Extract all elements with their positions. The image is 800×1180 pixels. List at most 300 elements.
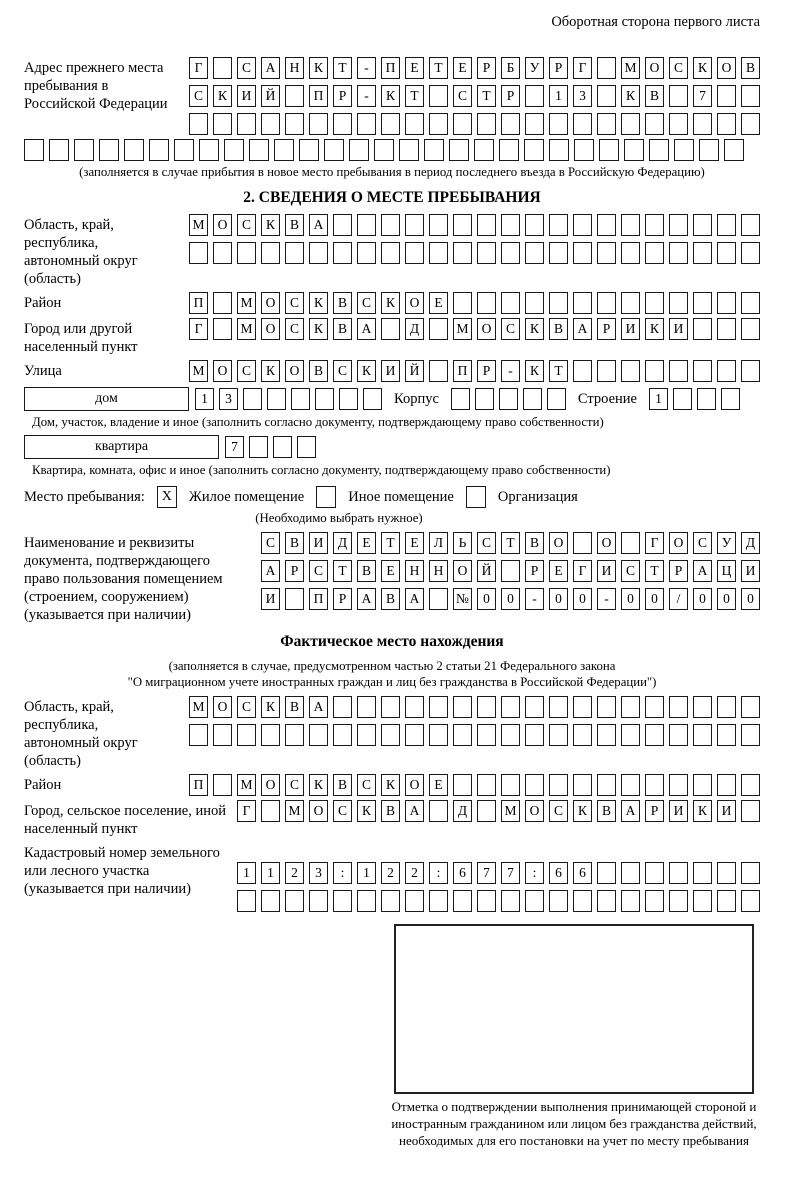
char-cell[interactable]: В xyxy=(333,318,352,340)
char-cell[interactable] xyxy=(549,774,568,796)
char-cell[interactable]: - xyxy=(357,57,376,79)
char-cell[interactable]: К xyxy=(621,85,640,107)
char-cell[interactable]: К xyxy=(261,360,280,382)
char-cell[interactable] xyxy=(525,724,544,746)
char-cell[interactable] xyxy=(477,242,496,264)
char-cell[interactable] xyxy=(357,724,376,746)
char-cell[interactable]: 1 xyxy=(549,85,568,107)
char-cell[interactable]: Л xyxy=(429,532,448,554)
char-cell[interactable]: Р xyxy=(477,57,496,79)
char-cell[interactable]: М xyxy=(453,318,472,340)
char-cell[interactable] xyxy=(573,890,592,912)
char-cell[interactable] xyxy=(309,113,328,135)
char-cell[interactable] xyxy=(693,318,712,340)
char-cell[interactable]: П xyxy=(309,85,328,107)
char-cell[interactable]: К xyxy=(261,696,280,718)
char-cell[interactable] xyxy=(291,388,310,410)
char-cell[interactable] xyxy=(501,696,520,718)
char-cell[interactable] xyxy=(285,588,304,610)
char-cell[interactable] xyxy=(477,774,496,796)
char-cell[interactable]: О xyxy=(645,57,664,79)
char-cell[interactable] xyxy=(717,774,736,796)
char-cell[interactable] xyxy=(74,139,94,161)
char-cell[interactable] xyxy=(261,890,280,912)
char-cell[interactable]: О xyxy=(261,318,280,340)
char-cell[interactable] xyxy=(525,890,544,912)
char-cell[interactable] xyxy=(741,242,760,264)
char-cell[interactable] xyxy=(573,292,592,314)
char-cell[interactable] xyxy=(549,139,569,161)
char-cell[interactable] xyxy=(285,724,304,746)
char-cell[interactable]: Т xyxy=(333,57,352,79)
char-cell[interactable] xyxy=(477,214,496,236)
char-cell[interactable] xyxy=(717,242,736,264)
char-cell[interactable]: 0 xyxy=(501,588,520,610)
char-cell[interactable] xyxy=(621,214,640,236)
char-cell[interactable] xyxy=(261,724,280,746)
char-cell[interactable] xyxy=(597,113,616,135)
char-cell[interactable] xyxy=(599,139,619,161)
char-cell[interactable]: К xyxy=(381,774,400,796)
char-cell[interactable] xyxy=(453,724,472,746)
char-cell[interactable]: С xyxy=(189,85,208,107)
char-cell[interactable]: П xyxy=(309,588,328,610)
char-cell[interactable] xyxy=(525,85,544,107)
char-cell[interactable] xyxy=(597,242,616,264)
char-cell[interactable]: 0 xyxy=(549,588,568,610)
char-cell[interactable] xyxy=(309,890,328,912)
char-cell[interactable] xyxy=(525,242,544,264)
char-cell[interactable]: К xyxy=(357,800,376,822)
char-cell[interactable]: Н xyxy=(405,560,424,582)
char-cell[interactable] xyxy=(429,214,448,236)
char-cell[interactable]: К xyxy=(693,800,712,822)
char-cell[interactable] xyxy=(669,242,688,264)
char-cell[interactable]: 6 xyxy=(453,862,472,884)
char-cell[interactable]: С xyxy=(285,318,304,340)
char-cell[interactable] xyxy=(309,242,328,264)
char-cell[interactable]: В xyxy=(285,696,304,718)
char-cell[interactable]: С xyxy=(261,532,280,554)
char-cell[interactable]: С xyxy=(453,85,472,107)
char-cell[interactable] xyxy=(501,242,520,264)
char-cell[interactable] xyxy=(189,113,208,135)
char-cell[interactable]: 1 xyxy=(195,388,214,410)
char-cell[interactable]: О xyxy=(525,800,544,822)
char-cell[interactable] xyxy=(525,292,544,314)
char-cell[interactable] xyxy=(477,113,496,135)
char-cell[interactable] xyxy=(453,113,472,135)
char-cell[interactable]: М xyxy=(285,800,304,822)
char-cell[interactable]: У xyxy=(525,57,544,79)
char-cell[interactable] xyxy=(669,292,688,314)
char-cell[interactable]: С xyxy=(237,57,256,79)
char-cell[interactable] xyxy=(149,139,169,161)
char-cell[interactable] xyxy=(717,214,736,236)
char-cell[interactable]: Е xyxy=(549,560,568,582)
char-cell[interactable] xyxy=(237,890,256,912)
char-cell[interactable] xyxy=(274,139,294,161)
char-cell[interactable] xyxy=(499,388,518,410)
char-cell[interactable] xyxy=(24,139,44,161)
char-cell[interactable]: П xyxy=(189,292,208,314)
char-cell[interactable] xyxy=(741,774,760,796)
char-cell[interactable] xyxy=(261,113,280,135)
char-cell[interactable] xyxy=(573,696,592,718)
char-cell[interactable] xyxy=(597,292,616,314)
char-cell[interactable]: А xyxy=(261,560,280,582)
char-cell[interactable] xyxy=(451,388,470,410)
char-cell[interactable] xyxy=(573,214,592,236)
char-cell[interactable] xyxy=(453,214,472,236)
char-cell[interactable]: К xyxy=(525,318,544,340)
char-cell[interactable] xyxy=(357,113,376,135)
char-cell[interactable]: О xyxy=(213,214,232,236)
char-cell[interactable]: С xyxy=(501,318,520,340)
char-cell[interactable] xyxy=(573,774,592,796)
char-cell[interactable] xyxy=(199,139,219,161)
char-cell[interactable] xyxy=(621,292,640,314)
char-cell[interactable]: М xyxy=(189,360,208,382)
char-cell[interactable] xyxy=(525,774,544,796)
char-cell[interactable] xyxy=(669,214,688,236)
char-cell[interactable]: - xyxy=(525,588,544,610)
char-cell[interactable] xyxy=(357,696,376,718)
char-cell[interactable] xyxy=(477,890,496,912)
char-cell[interactable]: И xyxy=(621,318,640,340)
char-cell[interactable]: Р xyxy=(645,800,664,822)
char-cell[interactable] xyxy=(339,388,358,410)
char-cell[interactable]: Г xyxy=(645,532,664,554)
char-cell[interactable] xyxy=(741,800,760,822)
char-cell[interactable] xyxy=(724,139,744,161)
char-cell[interactable]: О xyxy=(309,800,328,822)
char-cell[interactable] xyxy=(597,724,616,746)
house-type-box[interactable]: дом xyxy=(24,387,189,411)
char-cell[interactable]: П xyxy=(189,774,208,796)
char-cell[interactable]: О xyxy=(261,774,280,796)
char-cell[interactable] xyxy=(324,139,344,161)
char-cell[interactable] xyxy=(717,360,736,382)
char-cell[interactable]: К xyxy=(261,214,280,236)
char-cell[interactable]: Р xyxy=(669,560,688,582)
char-cell[interactable] xyxy=(697,388,716,410)
char-cell[interactable] xyxy=(549,292,568,314)
char-cell[interactable] xyxy=(717,890,736,912)
char-cell[interactable]: 1 xyxy=(649,388,668,410)
char-cell[interactable] xyxy=(501,560,520,582)
char-cell[interactable]: В xyxy=(381,588,400,610)
char-cell[interactable] xyxy=(645,862,664,884)
char-cell[interactable]: Т xyxy=(501,532,520,554)
char-cell[interactable] xyxy=(741,214,760,236)
char-cell[interactable] xyxy=(693,774,712,796)
char-cell[interactable] xyxy=(267,388,286,410)
char-cell[interactable]: 7 xyxy=(477,862,496,884)
char-cell[interactable]: А xyxy=(405,588,424,610)
char-cell[interactable]: О xyxy=(669,532,688,554)
char-cell[interactable]: Г xyxy=(573,560,592,582)
char-cell[interactable]: 3 xyxy=(309,862,328,884)
char-cell[interactable] xyxy=(669,774,688,796)
char-cell[interactable]: А xyxy=(261,57,280,79)
char-cell[interactable] xyxy=(315,388,334,410)
char-cell[interactable] xyxy=(453,696,472,718)
char-cell[interactable]: Т xyxy=(333,560,352,582)
char-cell[interactable]: В xyxy=(741,57,760,79)
char-cell[interactable]: 2 xyxy=(405,862,424,884)
char-cell[interactable]: А xyxy=(357,318,376,340)
char-cell[interactable] xyxy=(357,214,376,236)
char-cell[interactable]: В xyxy=(333,774,352,796)
char-cell[interactable]: И xyxy=(237,85,256,107)
char-cell[interactable]: У xyxy=(717,532,736,554)
char-cell[interactable] xyxy=(525,696,544,718)
char-cell[interactable] xyxy=(721,388,740,410)
char-cell[interactable] xyxy=(249,139,269,161)
char-cell[interactable] xyxy=(501,292,520,314)
char-cell[interactable] xyxy=(474,139,494,161)
char-cell[interactable]: С xyxy=(237,696,256,718)
char-cell[interactable] xyxy=(669,85,688,107)
char-cell[interactable] xyxy=(547,388,566,410)
char-cell[interactable] xyxy=(381,214,400,236)
char-cell[interactable]: А xyxy=(693,560,712,582)
char-cell[interactable] xyxy=(285,242,304,264)
char-cell[interactable] xyxy=(261,242,280,264)
char-cell[interactable] xyxy=(621,862,640,884)
char-cell[interactable]: К xyxy=(309,774,328,796)
char-cell[interactable]: Т xyxy=(645,560,664,582)
char-cell[interactable]: В xyxy=(525,532,544,554)
char-cell[interactable]: П xyxy=(453,360,472,382)
char-cell[interactable]: А xyxy=(621,800,640,822)
char-cell[interactable] xyxy=(213,724,232,746)
char-cell[interactable] xyxy=(333,113,352,135)
char-cell[interactable]: Р xyxy=(597,318,616,340)
char-cell[interactable] xyxy=(573,242,592,264)
char-cell[interactable] xyxy=(693,862,712,884)
char-cell[interactable] xyxy=(405,724,424,746)
char-cell[interactable]: В xyxy=(597,800,616,822)
char-cell[interactable] xyxy=(669,113,688,135)
char-cell[interactable] xyxy=(477,292,496,314)
char-cell[interactable]: Р xyxy=(525,560,544,582)
char-cell[interactable]: С xyxy=(285,774,304,796)
char-cell[interactable]: 3 xyxy=(573,85,592,107)
char-cell[interactable] xyxy=(381,890,400,912)
char-cell[interactable]: Г xyxy=(189,57,208,79)
char-cell[interactable]: Р xyxy=(285,560,304,582)
char-cell[interactable] xyxy=(381,113,400,135)
char-cell[interactable]: И xyxy=(381,360,400,382)
char-cell[interactable] xyxy=(597,774,616,796)
char-cell[interactable]: Т xyxy=(381,532,400,554)
char-cell[interactable]: П xyxy=(381,57,400,79)
char-cell[interactable] xyxy=(405,214,424,236)
char-cell[interactable]: Р xyxy=(333,85,352,107)
char-cell[interactable] xyxy=(645,360,664,382)
char-cell[interactable] xyxy=(357,242,376,264)
char-cell[interactable]: 0 xyxy=(717,588,736,610)
char-cell[interactable]: С xyxy=(549,800,568,822)
char-cell[interactable] xyxy=(693,292,712,314)
char-cell[interactable] xyxy=(243,388,262,410)
char-cell[interactable] xyxy=(741,724,760,746)
char-cell[interactable] xyxy=(621,532,640,554)
char-cell[interactable] xyxy=(213,242,232,264)
char-cell[interactable] xyxy=(213,292,232,314)
char-cell[interactable]: М xyxy=(501,800,520,822)
char-cell[interactable] xyxy=(524,139,544,161)
char-cell[interactable] xyxy=(645,696,664,718)
char-cell[interactable]: С xyxy=(357,292,376,314)
checkbox-other-premises[interactable] xyxy=(316,486,336,508)
char-cell[interactable] xyxy=(525,113,544,135)
char-cell[interactable] xyxy=(741,890,760,912)
char-cell[interactable] xyxy=(741,113,760,135)
char-cell[interactable]: Т xyxy=(429,57,448,79)
char-cell[interactable]: М xyxy=(237,292,256,314)
char-cell[interactable]: В xyxy=(309,360,328,382)
char-cell[interactable] xyxy=(669,724,688,746)
char-cell[interactable] xyxy=(381,696,400,718)
char-cell[interactable] xyxy=(273,436,292,458)
char-cell[interactable]: Й xyxy=(261,85,280,107)
char-cell[interactable]: А xyxy=(573,318,592,340)
char-cell[interactable] xyxy=(717,724,736,746)
char-cell[interactable] xyxy=(741,360,760,382)
char-cell[interactable] xyxy=(405,242,424,264)
char-cell[interactable] xyxy=(645,113,664,135)
char-cell[interactable]: И xyxy=(597,560,616,582)
char-cell[interactable] xyxy=(525,214,544,236)
char-cell[interactable] xyxy=(573,724,592,746)
char-cell[interactable] xyxy=(645,214,664,236)
char-cell[interactable]: Т xyxy=(405,85,424,107)
char-cell[interactable]: А xyxy=(309,214,328,236)
char-cell[interactable] xyxy=(99,139,119,161)
char-cell[interactable] xyxy=(477,696,496,718)
char-cell[interactable]: С xyxy=(693,532,712,554)
char-cell[interactable] xyxy=(49,139,69,161)
char-cell[interactable]: О xyxy=(453,560,472,582)
char-cell[interactable]: 1 xyxy=(261,862,280,884)
char-cell[interactable]: Н xyxy=(285,57,304,79)
char-cell[interactable]: С xyxy=(333,360,352,382)
char-cell[interactable] xyxy=(333,242,352,264)
char-cell[interactable] xyxy=(477,724,496,746)
char-cell[interactable]: 6 xyxy=(549,862,568,884)
char-cell[interactable] xyxy=(429,724,448,746)
char-cell[interactable] xyxy=(693,113,712,135)
char-cell[interactable] xyxy=(213,113,232,135)
char-cell[interactable] xyxy=(669,862,688,884)
char-cell[interactable] xyxy=(501,113,520,135)
char-cell[interactable]: О xyxy=(477,318,496,340)
char-cell[interactable] xyxy=(621,360,640,382)
char-cell[interactable]: В xyxy=(357,560,376,582)
char-cell[interactable] xyxy=(621,242,640,264)
char-cell[interactable]: М xyxy=(189,214,208,236)
char-cell[interactable] xyxy=(501,774,520,796)
char-cell[interactable] xyxy=(645,890,664,912)
char-cell[interactable]: В xyxy=(645,85,664,107)
char-cell[interactable] xyxy=(475,388,494,410)
char-cell[interactable] xyxy=(741,85,760,107)
char-cell[interactable]: Б xyxy=(501,57,520,79)
char-cell[interactable]: С xyxy=(669,57,688,79)
char-cell[interactable] xyxy=(501,724,520,746)
char-cell[interactable]: Т xyxy=(549,360,568,382)
checkbox-organization[interactable] xyxy=(466,486,486,508)
char-cell[interactable] xyxy=(429,890,448,912)
char-cell[interactable]: 2 xyxy=(285,862,304,884)
char-cell[interactable]: И xyxy=(309,532,328,554)
char-cell[interactable] xyxy=(501,890,520,912)
char-cell[interactable] xyxy=(621,724,640,746)
char-cell[interactable] xyxy=(693,360,712,382)
char-cell[interactable] xyxy=(453,242,472,264)
char-cell[interactable]: И xyxy=(261,588,280,610)
char-cell[interactable]: К xyxy=(309,57,328,79)
char-cell[interactable]: В xyxy=(381,800,400,822)
char-cell[interactable] xyxy=(669,890,688,912)
char-cell[interactable] xyxy=(741,696,760,718)
char-cell[interactable]: Ц xyxy=(717,560,736,582)
char-cell[interactable]: Г xyxy=(237,800,256,822)
char-cell[interactable] xyxy=(449,139,469,161)
char-cell[interactable] xyxy=(549,724,568,746)
char-cell[interactable] xyxy=(741,318,760,340)
char-cell[interactable] xyxy=(645,774,664,796)
char-cell[interactable] xyxy=(549,113,568,135)
char-cell[interactable]: С xyxy=(621,560,640,582)
char-cell[interactable] xyxy=(674,139,694,161)
char-cell[interactable] xyxy=(424,139,444,161)
char-cell[interactable]: О xyxy=(213,360,232,382)
char-cell[interactable]: Г xyxy=(573,57,592,79)
char-cell[interactable] xyxy=(597,890,616,912)
char-cell[interactable]: 3 xyxy=(219,388,238,410)
char-cell[interactable] xyxy=(549,214,568,236)
char-cell[interactable] xyxy=(621,113,640,135)
char-cell[interactable] xyxy=(549,890,568,912)
char-cell[interactable] xyxy=(174,139,194,161)
char-cell[interactable] xyxy=(573,532,592,554)
char-cell[interactable] xyxy=(309,724,328,746)
char-cell[interactable] xyxy=(224,139,244,161)
char-cell[interactable] xyxy=(349,139,369,161)
char-cell[interactable] xyxy=(669,360,688,382)
char-cell[interactable]: Ь xyxy=(453,532,472,554)
char-cell[interactable] xyxy=(669,696,688,718)
char-cell[interactable] xyxy=(699,139,719,161)
char-cell[interactable] xyxy=(453,774,472,796)
char-cell[interactable]: И xyxy=(669,800,688,822)
char-cell[interactable] xyxy=(717,292,736,314)
char-cell[interactable] xyxy=(333,696,352,718)
char-cell[interactable] xyxy=(333,724,352,746)
char-cell[interactable]: Р xyxy=(549,57,568,79)
char-cell[interactable]: Д xyxy=(453,800,472,822)
char-cell[interactable] xyxy=(237,242,256,264)
char-cell[interactable] xyxy=(573,113,592,135)
char-cell[interactable]: В xyxy=(333,292,352,314)
char-cell[interactable] xyxy=(297,436,316,458)
char-cell[interactable] xyxy=(213,57,232,79)
char-cell[interactable]: О xyxy=(213,696,232,718)
